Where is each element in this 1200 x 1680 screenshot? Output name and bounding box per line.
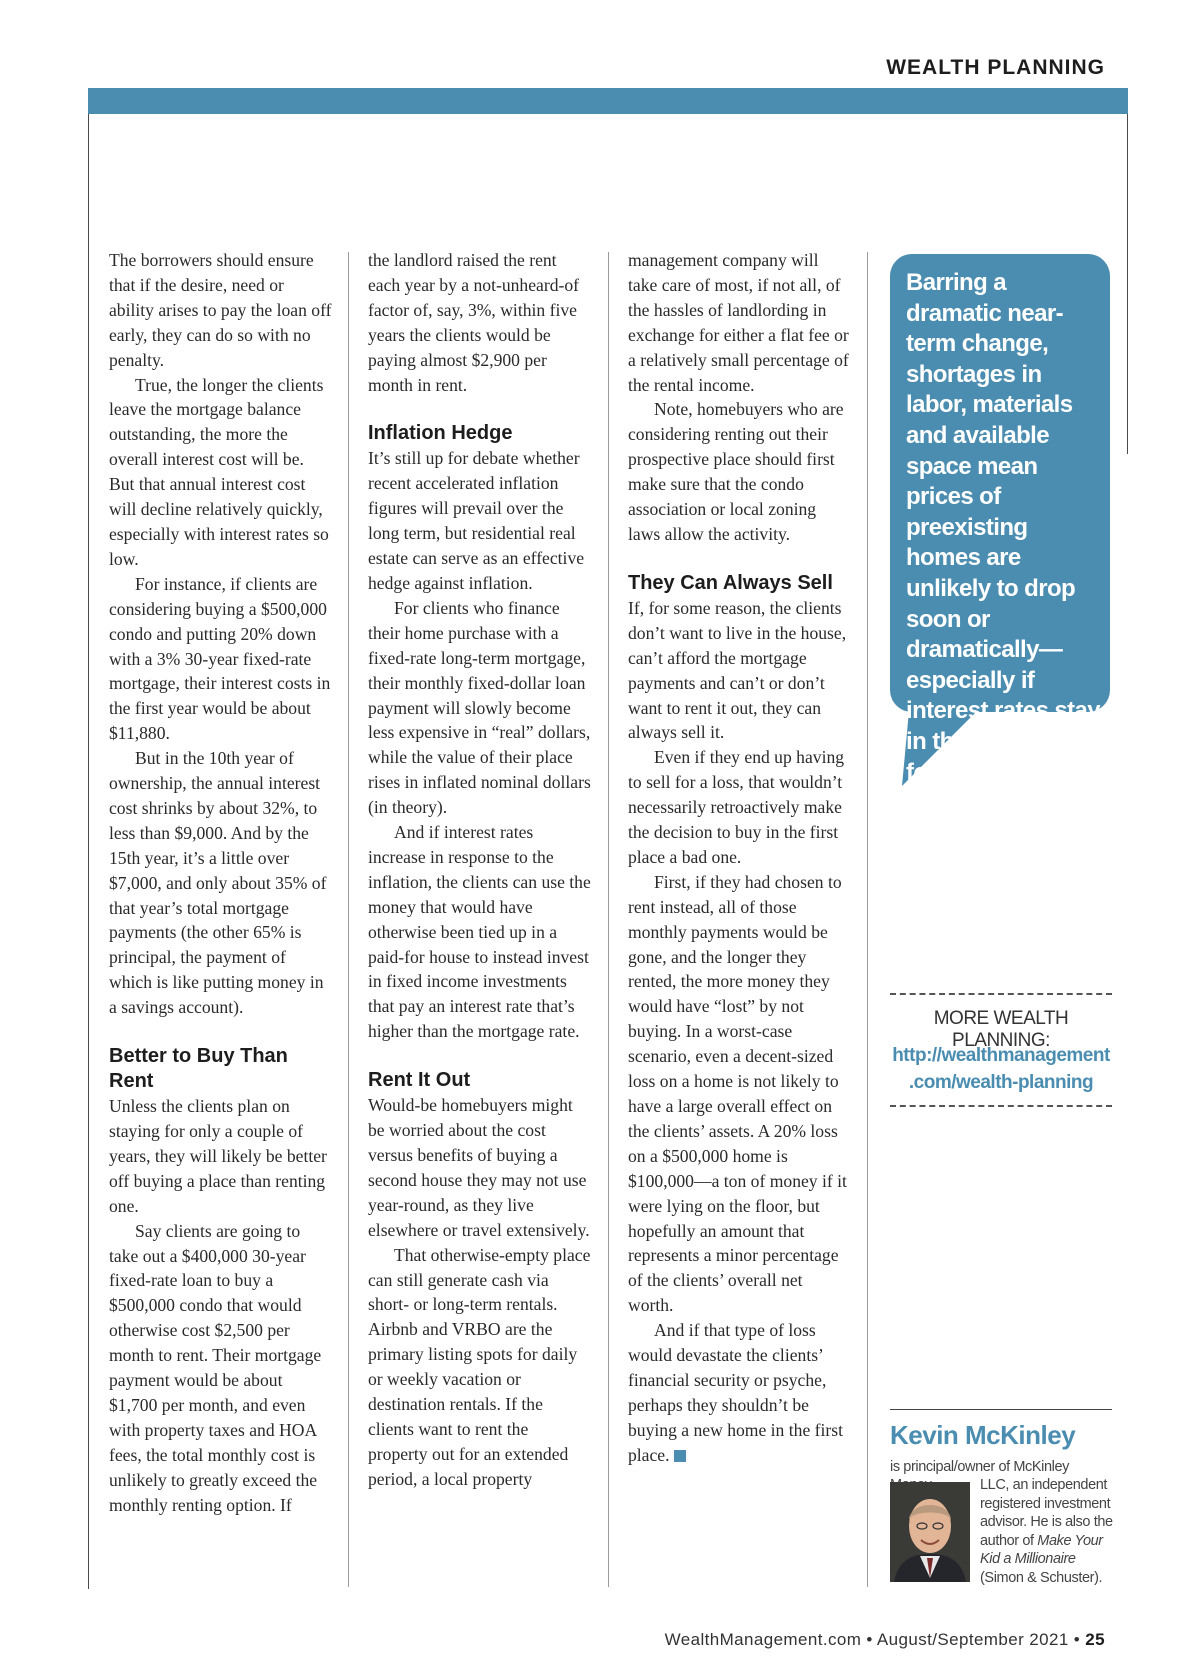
paragraph: the landlord raised the rent each year by a not-unheard-of factor of, say, 3%, within five years the clients would be paying almost $2,900 per month in rent. bbox=[368, 250, 580, 395]
link-line-1: http://wealthmanagement bbox=[892, 1045, 1110, 1066]
paragraph: For instance, if clients are considering buying a $500,000 condo and putting 20% down with a 3% 30-year fixed-rate mortgage, their interest costs in the first year would be about $11,880. bbox=[109, 573, 331, 744]
paragraph: Unless the clients plan on staying for only a couple of years, they will likely be better off buying a place than renting one. bbox=[109, 1096, 327, 1216]
top-accent-bar bbox=[88, 88, 1128, 114]
paragraph: management company will take care of most, if not all, of the hassles of landlording in exchange for either a flat fee or a relatively small percentage of the rental income. bbox=[628, 250, 849, 395]
paragraph: True, the longer the clients leave the mortgage balance outstanding, the more the overall interest cost will be. But that annual interest cost will decline relatively quickly, especially with interest rates so low. bbox=[109, 374, 329, 569]
paragraph: Note, homebuyers who are considering renting out their prospective place should first make sure that the condo association or local zoning laws allow the activity. bbox=[628, 399, 844, 544]
author-bio bbox=[980, 1476, 1114, 1588]
paragraph: For clients who finance their home purchase with a fixed-rate long-term mortgage, their monthly fixed-dollar loan payment will slowly become less expensive in “real” dollars, while the value of their place rises in inflated nominal dollars (in theory). bbox=[368, 597, 591, 818]
article-column-3 bbox=[628, 248, 852, 1468]
dashed-divider bbox=[890, 1105, 1112, 1107]
right-border-rule bbox=[1127, 114, 1128, 454]
paragraph: If, for some reason, the clients don’t want to live in the house, can’t afford the mortgage payments and can’t or don’t want to rent it out, they can always sell it. bbox=[628, 597, 847, 743]
section-heading: Rent It Out bbox=[368, 1069, 471, 1092]
paragraph: Even if they end up having to sell for a loss, that wouldn’t necessarily retroactively make the decision to buy in the first place a bad one. bbox=[628, 747, 845, 867]
paragraph: Would-be homebuyers might be worried about the cost versus benefits of buying a second house they may not use year-round, as they live elsewhere or travel extensively. bbox=[368, 1095, 590, 1240]
paragraph: The borrowers should ensure that if the desire, need or ability arises to pay the loan off early, they can do so with no penalty. bbox=[109, 250, 332, 370]
paragraph: That otherwise-empty place can still generate cash via short- or long-term rentals. Airbnb and VRBO are the primary listing spots for daily or weekly vacation or destination rentals. If the clients want to rent the property out for an extended period, a local property bbox=[368, 1244, 591, 1489]
paragraph: And if that type of loss would devastate the clients’ financial security or psyche, perhaps they shouldn’t be buying a new home in the first place. bbox=[628, 1320, 843, 1465]
section-label: WEALTH PLANNING bbox=[886, 56, 1105, 79]
column-divider bbox=[608, 252, 609, 1587]
left-border-rule bbox=[88, 114, 89, 1589]
link-line-2: .com/wealth-planning bbox=[908, 1072, 1094, 1093]
dashed-divider bbox=[890, 993, 1112, 995]
section-heading: They Can Always Sell bbox=[628, 571, 833, 594]
author-bio-lead: is principal/owner of McKinley bbox=[890, 1459, 1069, 1475]
paragraph: And if interest rates increase in response to the inflation, the clients can use the money that would have otherwise been tied up in a paid-for house to instead invest in fixed income investments that pay an interest rate that’s higher than the mortgage rate. bbox=[368, 822, 591, 1042]
bio-text-end: (Simon & Schuster). bbox=[980, 1569, 1103, 1586]
column-divider bbox=[348, 252, 349, 1587]
author-name: Kevin McKinley bbox=[890, 1420, 1076, 1450]
more-wealth-planning-link[interactable] bbox=[890, 1042, 1112, 1096]
paragraph: But in the 10th year of ownership, the annual interest cost shrinks by about 32%, to less than $9,000. And by the 15th year, it’s a little over $7,000, and only about 35% of that year’s total mortgage payments (the other 65% is principal, the payment of which is like putting money in a savings account). bbox=[109, 748, 327, 1018]
page-footer bbox=[665, 1630, 1105, 1650]
bio-divider bbox=[890, 1409, 1112, 1410]
bio-text: LLC, an independent registered investment advisor. He is also the author of bbox=[980, 1477, 1113, 1549]
paragraph: First, if they had chosen to rent instead, all of those monthly payments would be gone, and the longer they rented, the more money they would have “lost” by not buying. In a worst-case scenario, even a decent-sized loss on a home is not likely to have a large overall effect on the clients’ assets. A 20% loss on a $500,000 home is $100,000—a ton of money if it were lying on the floor, but hopefully an amount that represents a minor percentage of the clients’ overall net worth. bbox=[628, 871, 847, 1316]
author-photo bbox=[890, 1482, 970, 1582]
end-of-article-mark bbox=[674, 1450, 686, 1462]
more-wealth-planning-label: MORE WEALTH PLANNING: bbox=[933, 1008, 1069, 1051]
section-heading: Better to Buy Than Rent bbox=[109, 1045, 288, 1093]
paragraph: It’s still up for debate whether recent accelerated inflation figures will prevail over the long term, but residential real estate can serve as an effective hedge against inflation. bbox=[368, 448, 585, 593]
paragraph: Say clients are going to take out a $400,000 30-year fixed-rate loan to buy a $500,000 condo that would otherwise cost $2,500 per month to rent. Their mortgage payment would be about $1,700 per month, and even with property taxes and HOA fees, the total monthly cost is unlikely to greatly exceed the monthly renting option. If bbox=[109, 1220, 322, 1515]
footer-text: WealthManagement.com • August/September 2021 • bbox=[664, 1630, 1086, 1649]
article-column-1 bbox=[109, 248, 333, 1518]
pull-quote-text: Barring a dramatic near-term change, shortages in labor, materials and available space mean prices of preexisting homes are unlikely to drop soon or dramatically—especially if interest rates stay in the 3% range for a 30-year mortgage. bbox=[906, 269, 1101, 817]
article-column-2 bbox=[368, 248, 592, 1492]
book-title: Make Your Kid a Millionaire bbox=[980, 1532, 1103, 1568]
page-number: 25 bbox=[1085, 1630, 1105, 1649]
section-heading: Inflation Hedge bbox=[368, 422, 513, 445]
column-divider bbox=[867, 252, 868, 1587]
